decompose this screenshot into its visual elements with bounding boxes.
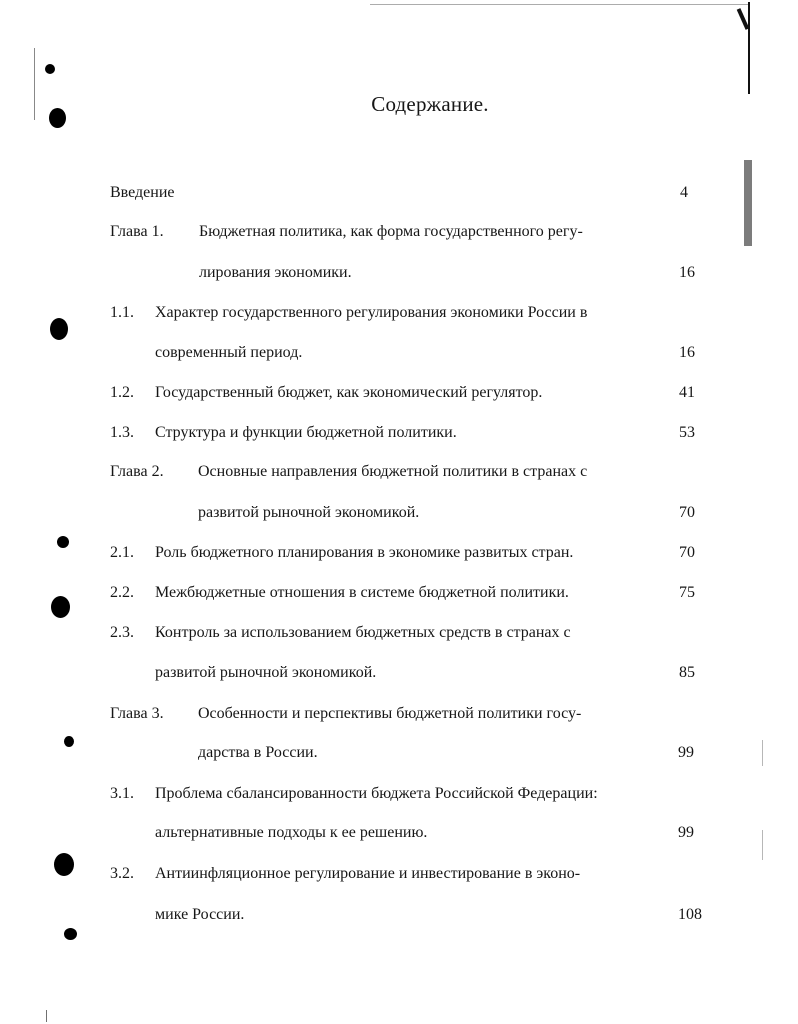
toc-entry-title: дарства в России. [198, 744, 318, 761]
page-title: Содержание. [371, 92, 489, 116]
toc-page-number: 16 [679, 344, 695, 361]
toc-entry-title: Проблема сбалансированности бюджета Российской Федерации: [155, 785, 598, 802]
toc-entry-title: Основные направления бюджетной политики в странах с [198, 463, 588, 480]
scan-edge-mark [762, 830, 763, 860]
binder-hole-mark [45, 64, 55, 74]
toc-entry-number: 2.2. [110, 584, 134, 601]
toc-entry-number: 3.1. [110, 785, 134, 802]
scan-edge-mark [762, 740, 763, 766]
toc-entry-number: Глава 3. [110, 705, 164, 722]
binder-hole-mark [51, 596, 70, 618]
toc-entry-title: Особенности и перспективы бюджетной политики госу- [198, 705, 582, 722]
toc-entry-title: Межбюджетные отношения в системе бюджетной политики. [155, 584, 569, 601]
toc-page-number: 75 [679, 584, 695, 601]
toc-entry-number: 1.3. [110, 424, 134, 441]
toc-entry-title: Антиинфляционное регулирование и инвестирование в эконо- [155, 865, 581, 882]
scan-edge-mark [46, 1010, 47, 1022]
toc-page-number: 41 [679, 384, 695, 401]
toc-page-number: 85 [679, 664, 695, 681]
binder-hole-mark [64, 928, 77, 940]
toc-entry-title: альтернативные подходы к ее решению. [155, 824, 428, 841]
toc-entry-title: развитой рыночной экономикой. [198, 504, 420, 521]
toc-entry-number: 2.1. [110, 544, 134, 561]
toc-entry-number: 2.3. [110, 624, 134, 641]
scan-edge-mark [370, 4, 750, 5]
toc-entry-number: 1.2. [110, 384, 134, 401]
toc-entry-title: развитой рыночной экономикой. [155, 664, 377, 681]
toc-page-number: 70 [679, 544, 695, 561]
toc-entry-title: Контроль за использованием бюджетных средств в странах с [155, 624, 571, 641]
toc-page-number: 99 [678, 744, 694, 761]
toc-entry-title: мике России. [155, 906, 245, 923]
toc-entry-title: Государственный бюджет, как экономический регулятор. [155, 384, 543, 401]
toc-entry-title: Бюджетная политика, как форма государственного регу- [199, 223, 583, 240]
toc-page-number: 99 [678, 824, 694, 841]
toc-entry-title: лирования экономики. [199, 264, 352, 281]
toc-page-number: 53 [679, 424, 695, 441]
toc-page-number: 108 [678, 906, 702, 923]
scan-edge-mark [748, 2, 750, 94]
binder-hole-mark [57, 536, 69, 548]
toc-entry-number: 1.1. [110, 304, 134, 321]
toc-page-number: 70 [679, 504, 695, 521]
toc-entry-title: Структура и функции бюджетной политики. [155, 424, 457, 441]
toc-entry-title: современный период. [155, 344, 303, 361]
scan-edge-mark [744, 160, 752, 246]
toc-entry-title: Введение [110, 184, 175, 201]
toc-page-number: 4 [680, 184, 688, 201]
toc-entry-title: Характер государственного регулирования экономики России в [155, 304, 588, 321]
binder-hole-mark [64, 736, 74, 747]
toc-entry-title: Роль бюджетного планирования в экономике развитых стран. [155, 544, 574, 561]
toc-entry-number: 3.2. [110, 865, 134, 882]
binder-hole-mark [54, 853, 74, 876]
toc-page-number: 16 [679, 264, 695, 281]
toc-entry-number: Глава 1. [110, 223, 164, 240]
toc-entry-number: Глава 2. [110, 463, 164, 480]
binder-hole-mark [50, 318, 68, 340]
